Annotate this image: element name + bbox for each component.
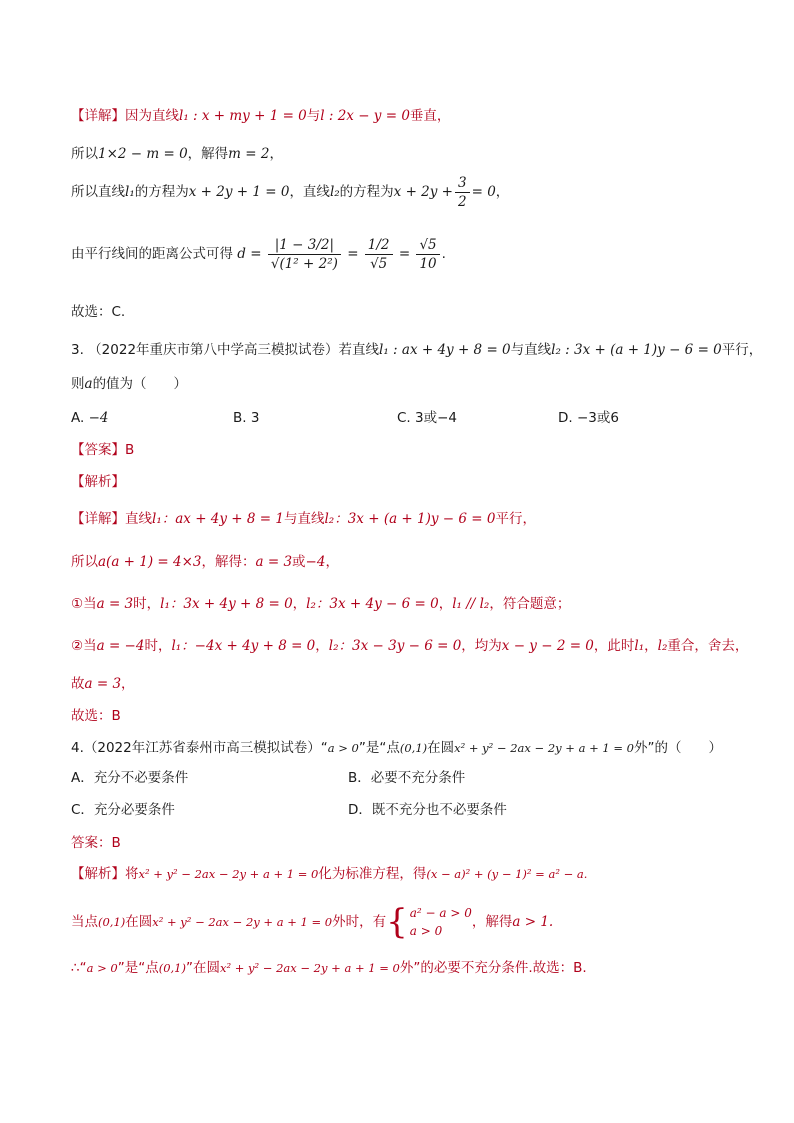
- q4-analysis-3: ∴“a > 0”是“点(0,1)”在圆x² + y² − 2ax − 2y + a + 1 = 0外”的必要不充分条件.故选：B.: [71, 960, 587, 976]
- q3-case-1: ①当a = 3时，l₁：3x + 4y + 8 = 0，l₂：3x + 4y − 6 = 0，l₁ // l₂，符合题意；: [71, 596, 571, 612]
- q3-detail-1: 【详解】直线l₁：ax + 4y + 8 = 1与直线l₂：3x + (a + 1)y − 6 = 0平行，: [71, 511, 536, 527]
- q4-option-b: B．必要不充分条件: [348, 770, 466, 786]
- q3-answer: 【答案】B: [71, 442, 135, 458]
- q4-option-a: A．充分不必要条件: [71, 770, 189, 786]
- distance-fraction-2: $\frac{1/2}{√5}$: [365, 236, 393, 273]
- q4-option-d: D．既不充分也不必要条件: [348, 802, 507, 818]
- q2-solve-m: 所以1×2 − m = 0，解得m = 2，: [71, 146, 283, 162]
- distance-fraction-1: $\frac{|1 - 3/2|}{\text{√(1² + 2²)}}$: [268, 236, 341, 273]
- q3-option-b: B. 3: [233, 410, 260, 426]
- q4-analysis-1: 【解析】将x² + y² − 2ax − 2y + a + 1 = 0化为标准方程，得(x − a)² + (y − 1)² = a² − a.: [71, 866, 588, 882]
- detail-label: 【详解】: [71, 108, 125, 124]
- fraction-3-2: $\frac{3}{2}$: [455, 174, 470, 211]
- q3-case-2: ②当a = −4时，l₁：−4x + 4y + 8 = 0，l₂：3x − 3y − 6 = 0，均为x − y − 2 = 0，此时l₁，l₂重合，舍去，: [71, 638, 749, 654]
- q3-conclusion: 故a = 3，: [71, 676, 135, 692]
- inequality-system: a² − a > 0 a > 0: [409, 906, 472, 938]
- q4-option-c: C．充分必要条件: [71, 802, 175, 818]
- system-brace: {: [386, 902, 408, 942]
- q3-analysis-label: 【解析】: [71, 474, 125, 490]
- q3-option-d: D. −3或6: [558, 410, 619, 426]
- q2-line-equations: 所以直线l₁的方程为x + 2y + 1 = 0，直线l₂的方程为x + 2y + $\frac{3}{2}$ = 0，: [71, 174, 510, 210]
- q4-stem: 4.（2022年江苏省泰州市高三模拟试卷）“a > 0”是“点(0,1)在圆x² + y² − 2ax − 2y + a + 1 = 0外”的（ ）: [71, 740, 722, 756]
- q2-distance-formula: 由平行线间的距离公式可得 d = $\frac{|1 - 3/2|}{\text{√(1² + 2²)}}$ = $\frac{1/2}{√5}$ = $\frac{√5}{10}$ .: [71, 236, 446, 272]
- q3-option-a: A. −4: [71, 410, 109, 426]
- q2-detail-line: 【详解】因为直线l₁ : x + my + 1 = 0与l : 2x − y = 0垂直，: [71, 108, 451, 124]
- q3-option-c: C. 3或−4: [397, 410, 458, 426]
- q3-final: 故选：B: [71, 708, 121, 724]
- q4-answer: 答案：B: [71, 835, 121, 851]
- q3-detail-2: 所以a(a + 1) = 4×3，解得：a = 3或−4，: [71, 554, 339, 570]
- q4-analysis-2: 当点(0,1)在圆x² + y² − 2ax − 2y + a + 1 = 0外时，有{ a² − a > 0 a > 0 ，解得a > 1.: [71, 902, 554, 942]
- q3-stem-2: 则a的值为（ ）: [71, 376, 188, 392]
- q2-answer: 故选：C.: [71, 304, 126, 320]
- distance-fraction-3: $\frac{√5}{10}$: [416, 236, 439, 273]
- q3-stem: 3. （2022年重庆市第八中学高三模拟试卷）若直线l₁ : ax + 4y + 8 = 0与直线l₂ : 3x + (a + 1)y − 6 = 0平行，: [71, 342, 763, 358]
